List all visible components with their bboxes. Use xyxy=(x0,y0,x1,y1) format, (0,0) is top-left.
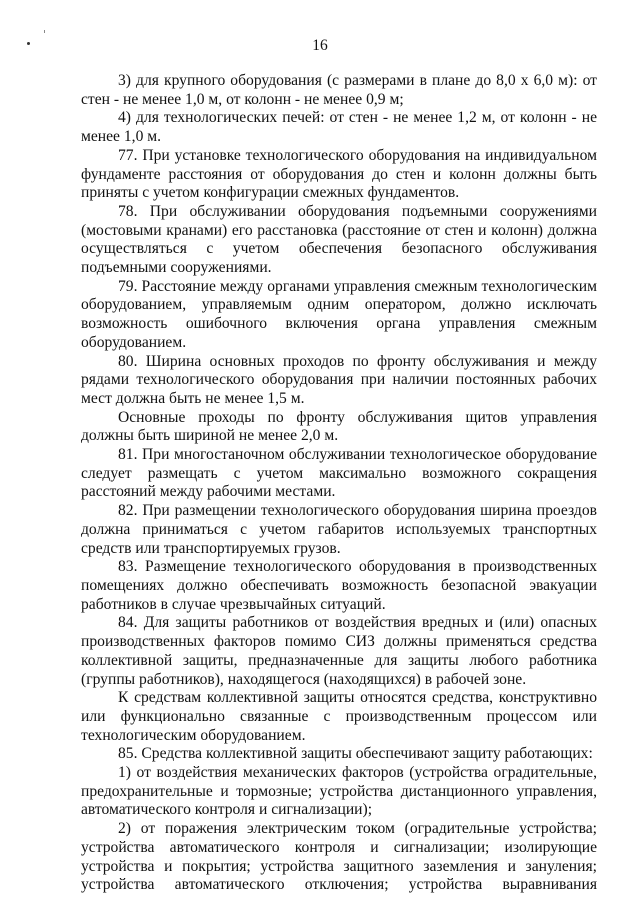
paragraph-item-3: 3) для крупного оборудования (с размерами в плане до 8,0 х 6,0 м): от стен - не менее 1,0 м, от колонн - не менее 0,9 м; xyxy=(81,72,597,108)
document-body xyxy=(81,72,597,895)
paragraph-83: 83. Размещение технологического оборудования в производственных помещениях должно обеспечивать возможность безопасной эвакуации работников в случае чрезвычайных ситуаций. xyxy=(81,558,597,613)
paragraph-80: 80. Ширина основных проходов по фронту обслуживания и между рядами технологического оборудования при наличии постоянных рабочих мест должна быть не менее 1,5 м. xyxy=(81,352,597,407)
paragraph-item-4: 4) для технологических печей: от стен - не менее 1,2 м, от колонн - не менее 1,0 м. xyxy=(81,109,597,146)
paragraph-84: 84. Для защиты работников от воздействия вредных и (или) опасных производственных факторов помимо СИЗ должны применяться средства коллективной защиты, предназначенные для защиты любого работника (группы работников), находящегося (находящихся) в рабочей зоне. xyxy=(81,614,597,688)
paragraph-79: 79. Расстояние между органами управления смежным технологическим оборудованием, управляемым одним оператором, должно исключать возможность ошибочного включения органа управления смежным оборудованием. xyxy=(81,277,597,351)
paragraph-84-collective-means: К средствам коллективной защиты относятся средства, конструктивно или функционально связанные с производственным процессом или технологическим оборудованием. xyxy=(81,689,597,744)
paragraph-77: 77. При установке технологического оборудования на индивидуальном фундаменте расстояния от оборудования до стен и колонн должны быть приняты с учетом конфигурации смежных фундаментов. xyxy=(81,146,597,202)
paragraph-85-item-1: 1) от воздействия механических факторов (устройства оградительные, предохранительные и тормозные; устройства дистанционного управления, автоматического контроля и сигнализации); xyxy=(81,764,597,819)
paragraph-85: 85. Средства коллективной защиты обеспечивают защиту работающих: xyxy=(118,745,593,763)
page-number: 16 xyxy=(312,37,328,54)
paragraph-78: 78. При обслуживании оборудования подъемными сооружениями (мостовыми кранами) его расстановка (расстояние от стен и колонн) должна осуществляться с учетом обеспечения безопасного обслуживания подъемными сооружениями. xyxy=(81,202,597,277)
paragraph-81: 81. При многостаночном обслуживании технологическое оборудование следует размещать с учетом максимально возможного сокращения расстояний между рабочими местами. xyxy=(81,446,597,501)
paragraph-82: 82. При размещении технологического оборудования ширина проездов должна приниматься с учетом габаритов используемых транспортных средств или транспортируемых грузов. xyxy=(81,502,597,557)
scan-mark xyxy=(44,30,45,33)
paragraph-85-item-2: 2) от поражения электрическим током (оградительные устройства; устройства автоматического контроля и сигнализации; изолирующие устройства и покрытия; устройства защитного заземления и зануления; устройства автоматического отключения; устройства выравнивания xyxy=(81,820,597,894)
paragraph-80-control-panels: Основные проходы по фронту обслуживания щитов управления должны быть шириной не менее 2,0 м. xyxy=(81,408,597,445)
